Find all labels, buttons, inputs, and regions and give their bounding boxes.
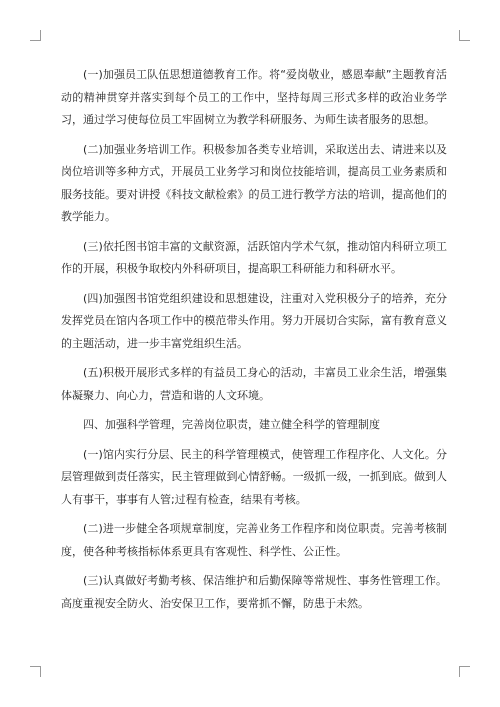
- crop-mark-top-right: [459, 30, 470, 41]
- paragraph-research-projects: (三)依托图书馆丰富的文献资源，活跃馆内学术气氛，推动馆内科研立项工作的开展，积极争取校内外科研项目，提高职工科研能力和科研水平。: [61, 239, 447, 275]
- paragraph-rules-and-regulations: (二)进一步健全各项规章制度，完善业务工作程序和岗位职责。完善考核制度，使各种考核指标体系更具有客观性、科学性、公正性。: [61, 522, 447, 558]
- crop-mark-bottom-left: [30, 666, 41, 677]
- crop-mark-top-left: [30, 30, 41, 41]
- paragraph-routine-management: (三)认真做好考勤考核、保洁维护和后勤保障等常规性、事务性管理工作。高度重视安全防火、治安保卫工作，要常抓不懈，防患于未然。: [61, 574, 447, 610]
- section-heading-management: 四、加强科学管理，完善岗位职责，建立健全科学的管理制度: [83, 418, 380, 431]
- paragraph-layered-management: (一)馆内实行分层、民主的科学管理模式，使管理工作程序化、人文化。分层管理做到责任落实，民主管理做到心情舒畅。一级抓一级，一抓到底。做到人人有事干，事事有人管;过程有检查，结果有考核。: [61, 447, 447, 506]
- paragraph-staff-activities: (五)积极开展形式多样的有益员工身心的活动，丰富员工业余生活，增强集体凝聚力、向心力，营造和谐的人文环境。: [61, 366, 447, 402]
- paragraph-professional-training: (二)加强业务培训工作。积极参加各类专业培训，采取送出去、请进来以及岗位培训等多种方式，开展员工业务学习和岗位技能培训，提高员工业务素质和服务技能。要对讲授《科技文献检索》的员工进行教学方法的培训，提高他们的教学能力。: [61, 142, 447, 223]
- crop-mark-bottom-right: [459, 666, 470, 677]
- paragraph-party-organization: (四)加强图书馆党组织建设和思想建设，注重对入党积极分子的培养，充分发挥党员在馆内各项工作中的模范带头作用。努力开展切合实际，富有教育意义的主题活动，进一步丰富党组织生活。: [61, 291, 447, 350]
- paragraph-staff-ethics-education: (一)加强员工队伍思想道德教育工作。将“爱岗敬业，感恩奉献”主题教育活动的精神贯穿并落实到每个员工的工作中，坚持每周三形式多样的政治业务学习，通过学习使每位员工牢固树立为教学科研服务、为师生读者服务的思想。: [61, 68, 447, 126]
- document-body: [61, 64, 447, 622]
